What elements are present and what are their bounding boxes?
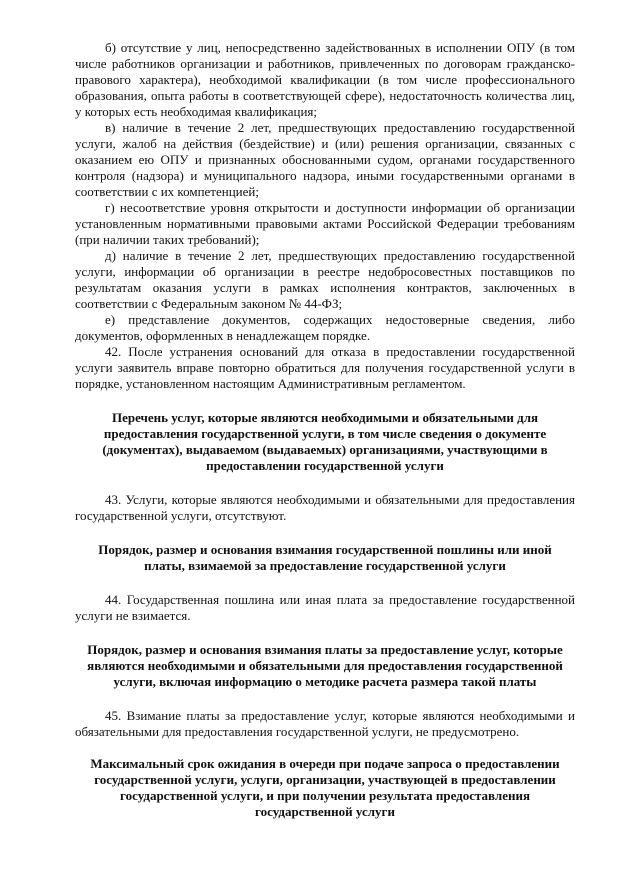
- spacer: [75, 740, 575, 756]
- spacer: [75, 624, 575, 642]
- paragraph-43: 43. Услуги, которые являются необходимыми и обязательными для предоставления государственной услуги, отсутствуют.: [75, 492, 575, 523]
- paragraph-44: 44. Государственная пошлина или иная плата за предоставление государственной услуги не взимается.: [75, 592, 575, 623]
- heading-queue-wait-time: Максимальный срок ожидания в очереди при подаче запроса о предоставлении государственной услуги, услуги, организации, участвующей в предоставлении государственной услуги, и при получении результата предоставления государственной услуги: [90, 756, 560, 819]
- heading-service-payment: Порядок, размер и основания взимания платы за предоставление услуг, которые являются необходимыми и обязательными для предоставления государственной услуги, включая информацию о методике расчета размера такой платы: [87, 642, 563, 689]
- paragraph-g: г) несоответствие уровня открытости и доступности информации об организации установленным нормативными правовыми актами Российской Федерации требованиям (при наличии таких требований);: [75, 200, 575, 247]
- paragraph-45: 45. Взимание платы за предоставление услуг, которые являются необходимыми и обязательными для предоставления государственной услуги, не предусмотрено.: [75, 708, 575, 739]
- spacer: [75, 524, 575, 542]
- paragraph-42: 42. После устранения оснований для отказа в предоставлении государственной услуги заявитель вправе повторно обратиться для получения государственной услуги в порядке, установленном настоящим Административным регламентом.: [75, 344, 575, 391]
- heading-required-services: Перечень услуг, которые являются необходимыми и обязательными для предоставления государственной услуги, в том числе сведения о документе (документах), выдаваемом (выдаваемых) организациями, участвующими в предоставлении государственной услуги: [102, 410, 548, 473]
- spacer: [75, 474, 575, 492]
- spacer: [75, 574, 575, 592]
- paragraph-v: в) наличие в течение 2 лет, предшествующих предоставлению государственной услуги, жалоб на действия (бездействие) и (или) решения организации, связанных с оказанием ею ОПУ и признанных обоснованными судом, органами государственного контроля (надзора) и муниципального надзора, иными государственными органами в соответствии с их компетенцией;: [75, 120, 575, 199]
- paragraph-b: б) отсутствие у лиц, непосредственно задействованных в исполнении ОПУ (в том числе работников организации и работников, привлеченных по договорам гражданско-правового характера), необходимой квалификации (в том числе профессионального образования, опыта работы в соответствующей сфере), недостаточность количества лиц, у которых есть необходимая квалификация;: [75, 40, 575, 119]
- paragraph-d: д) наличие в течение 2 лет, предшествующих предоставлению государственной услуги, информации об организации в реестре недобросовестных поставщиков по результатам оказания услуги в рамках исполнения контрактов, заключенных в соответствии с Федеральным законом № 44-ФЗ;: [75, 248, 575, 311]
- document-page: [75, 40, 575, 820]
- spacer: [75, 690, 575, 708]
- spacer: [75, 392, 575, 410]
- paragraph-e: е) представление документов, содержащих недостоверные сведения, либо документов, оформленных в ненадлежащем порядке.: [75, 312, 575, 343]
- heading-state-fee: Порядок, размер и основания взимания государственной пошлины или иной платы, взимаемой за предоставление государственной услуги: [98, 542, 552, 573]
